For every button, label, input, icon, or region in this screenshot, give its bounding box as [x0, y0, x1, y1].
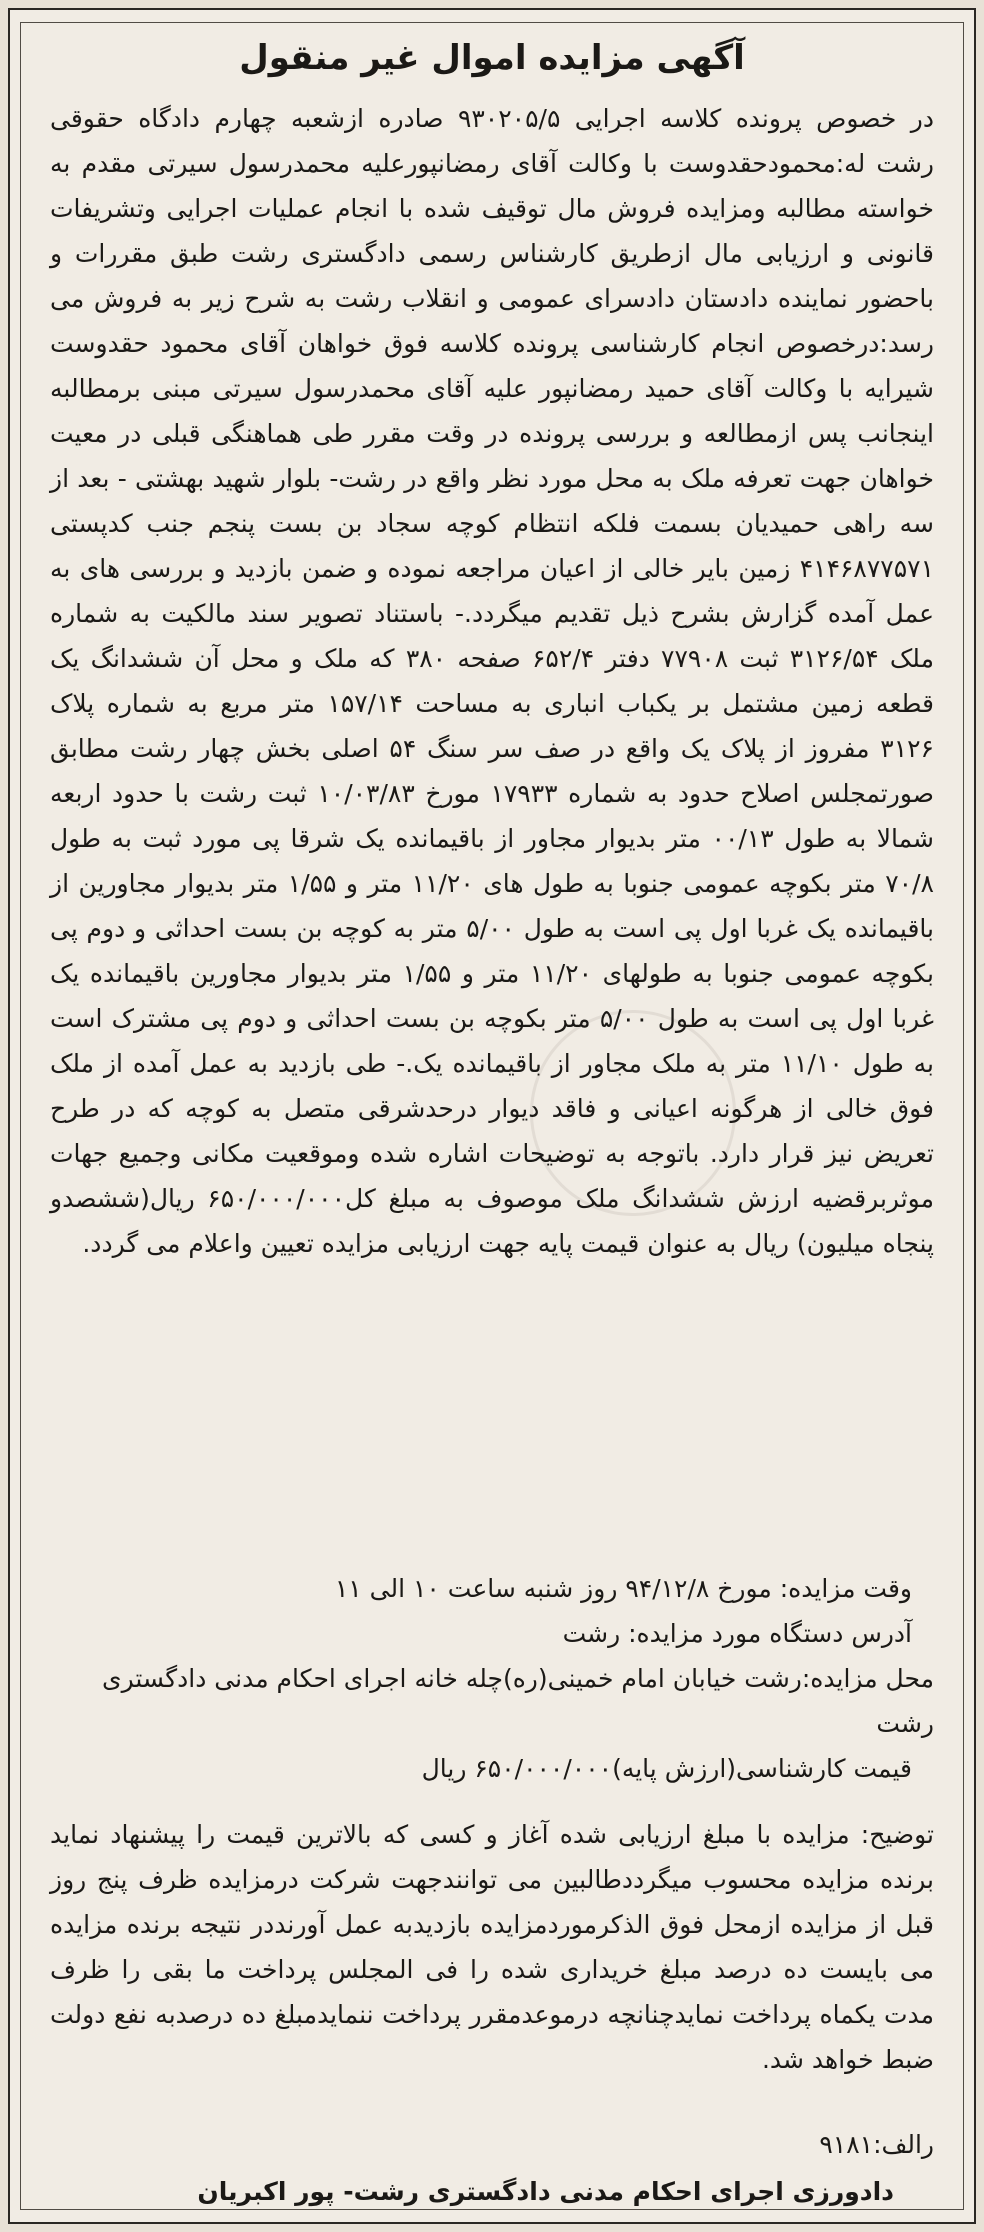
newspaper-clipping [8, 8, 976, 2224]
signature-line: دادورزی اجرای احکام مدنی دادگستری رشت- پور اکبریان [197, 2177, 894, 2206]
notice-title: آگهی مزایده اموال غیر منقول [239, 38, 745, 78]
expert-price: قیمت کارشناسی(ارزش پایه)۶۵۰/۰۰۰/۰۰۰ ریال [421, 1754, 912, 1783]
auction-place: محل مزایده:رشت خیابان امام خمینی(ره)چله خانه اجرای احکام مدنی دادگستری رشت [102, 1664, 934, 1738]
reference-number: رالف:۹۱۸۱ [819, 2130, 934, 2159]
auction-details [50, 1566, 934, 1791]
auction-body-address: آدرس دستگاه مورد مزایده: رشت [562, 1619, 912, 1648]
notice-body-paragraph: در خصوص پرونده کلاسه اجرایی ۹۳۰۲۰۵/۵ صادره ازشعبه چهارم دادگاه حقوقی رشت له:محمودحقدوست با وکالت آقای رمضانپورعلیه محمدرسول سیرتی مقدم به خواسته مطالبه ومزایده فروش مال توقیف شده با انجام عملیات اجرایی وتشریفات قانونی و ارزیابی مال ازطریق کارشناس رسمی دادگستری رشت طبق مقررات و باحضور نماینده دادستان دادسرای عمومی و انقلاب رشت به شرح زیر به فروش می رسد:درخصوص انجام کارشناسی پرونده کلاسه فوق خواهان آقای محمود حقدوست شیرایه با وکالت آقای حمید رمضانپور علیه آقای محمدرسول سیرتی مبنی برمطالبه اینجانب پس ازمطالعه و بررسی پرونده در وقت مقرر طی هماهنگی قبلی در معیت خواهان جهت تعرفه ملک به محل مورد نظر واقع در رشت- بلوار شهید بهشتی - بعد از سه راهی حمیدیان بسمت فلکه انتظام کوچه سجاد بن بست پنجم جنب کدپستی ۴۱۴۶۸۷۷۵۷۱ زمین بایر خالی از اعیان مراجعه نموده و ضمن بازدید و بررسی های به عمل آمده گزارش بشرح ذیل تقدیم میگردد.- باستناد تصویر سند مالکیت به شماره ملک ۳۱۲۶/۵۴ ثبت ۷۷۹۰۸ دفتر ۶۵۲/۴ صفحه ۳۸۰ که ملک و محل آن ششدانگ یک قطعه زمین مشتمل بر یکباب انباری به مساحت ۱۵۷/۱۴ متر مربع به شماره پلاک ۳۱۲۶ مفروز از پلاک یک واقع در صف سر سنگ ۵۴ اصلی بخش چهار رشت مطابق صورتمجلس اصلاح حدود به شماره ۱۷۹۳۳ مورخ ۱۰/۰۳/۸۳ ثبت رشت با حدود اربعه شمالا به طول ۰۰/۱۳ متر بدیوار مجاور از باقیمانده یک شرقا پی مورد ثبت به طول ۷۰/۸ متر بکوچه عمومی جنوبا به طول های ۱۱/۲۰ متر و ۱/۵۵ متر بدیوار مجاورین از باقیمانده یک غربا اول پی است به طول ۵/۰۰ متر به کوچه بن بست احداثی و دوم پی بکوچه عمومی جنوبا به طولهای ۱۱/۲۰ متر و ۱/۵۵ متر بدیوار مجاورین باقیمانده یک غربا اول پی است به طول ۵/۰۰ متر بکوچه بن بست احداثی و دوم پی مشترک است به طول ۱۱/۱۰ متر به ملک مجاور از باقیمانده یک.- طی بازدید به عمل آمده از ملک فوق خالی از هرگونه اعیانی و فاقد دیوار درحدشرقی متصل به کوچه که در طرح تعریض نیز قرار دارد. باتوجه به توضیحات اشاره شده وموقعیت مکانی وجمیع جهات موثربرقضیه ارزش ششدانگ ملک موصوف به مبلغ کل۶۵۰/۰۰۰/۰۰۰ ریال(ششصدو پنجاه میلیون) ریال به عنوان قیمت پایه جهت ارزیابی مزایده تعیین واعلام می گردد. [50, 104, 935, 1258]
auction-explanation: توضیح: مزایده با مبلغ ارزیابی شده آغاز و کسی که بالاترین قیمت را پیشنهاد نماید برنده مزایده محسوب میگرددطالبین می توانندجهت شرکت درمزایده ظرف پنج روز قبل از مزایده ازمحل فوق الذکرمورد‌مزایده بازدیدبه عمل آورنددر نتیجه برنده مزایده می بایست ده درصد مبلغ خریداری شده را فی المجلس پرداخت ما بقی را ظرف مدت یکماه پرداخت نمایدچنانچه درموعدمقرر پرداخت ننمایدمبلغ ده درصدبه نفع دولت ضبط خواهد شد. [50, 1820, 934, 2074]
notice-body [50, 96, 934, 1266]
auction-time: وقت مزایده: مورخ ۹۴/۱۲/۸ روز شنبه ساعت ۱۰ الی ۱۱ [334, 1574, 912, 1603]
